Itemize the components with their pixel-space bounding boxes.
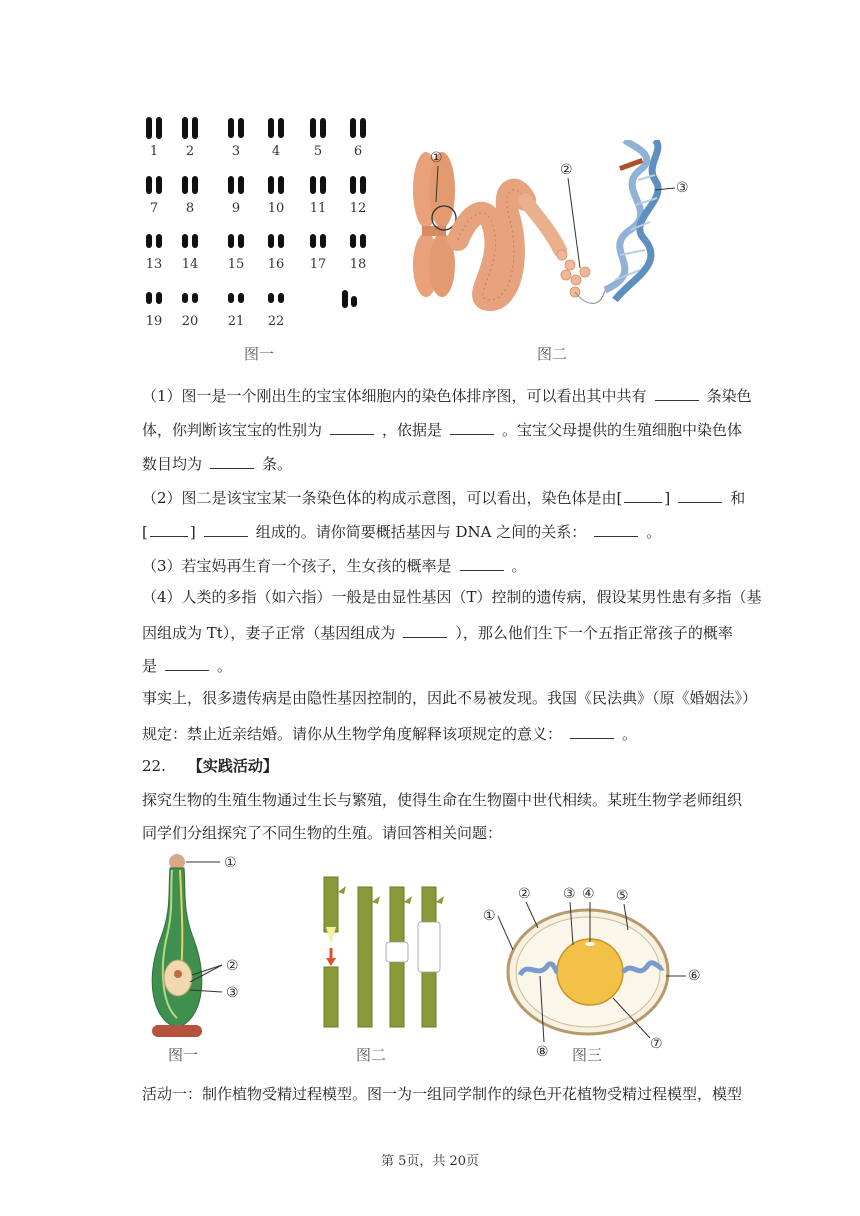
chromosome-pair [268, 176, 284, 194]
chromosome-number: 2 [185, 144, 195, 159]
chromosome-number: 7 [149, 201, 159, 216]
answer-blank[interactable] [204, 520, 248, 537]
egg-label-7: ⑦ [650, 1036, 663, 1052]
chromosome-number: 18 [349, 257, 367, 272]
q22-fig2-caption: 图二 [356, 1046, 387, 1064]
egg-label-3: ③ [563, 886, 576, 902]
chromosome [350, 176, 356, 194]
chromosome [268, 176, 274, 194]
pistil-label-1: ① [224, 855, 237, 871]
chromosome-pair [182, 176, 198, 194]
label-1: ① [430, 150, 443, 166]
answer-blank[interactable] [165, 654, 209, 671]
chromosome [192, 234, 198, 248]
chromosome [228, 118, 234, 138]
chromosome-pair [182, 117, 198, 139]
q21-part1-line1: （1）图一是一个刚出生的宝宝体细胞内的染色体排序图，可以看出其中共有 条染色 [142, 384, 752, 406]
chromosome-number: 5 [313, 144, 323, 159]
chromosome-number: 1 [149, 144, 159, 159]
chromosome [182, 293, 188, 303]
q22-fig1-caption: 图一 [168, 1046, 199, 1064]
chromosome [146, 117, 152, 139]
q21-fact-line2: 规定：禁止近亲结婚。请你从生物学角度解释该项规定的意义： 。 [142, 722, 752, 744]
answer-blank[interactable] [403, 621, 447, 638]
answer-blank[interactable] [150, 520, 188, 537]
answer-blank[interactable] [210, 452, 254, 469]
figure1-caption: 图一 [244, 345, 275, 363]
figure2-caption: 图二 [537, 345, 568, 363]
chromosome [146, 176, 152, 194]
bird-egg-figure [478, 880, 718, 1060]
egg-label-8: ⑧ [536, 1044, 549, 1060]
chromosome [360, 234, 366, 248]
chromosome [278, 234, 284, 248]
chromosome [228, 293, 234, 303]
chromosome-number: 6 [353, 144, 363, 159]
chromosome [228, 176, 234, 194]
answer-blank[interactable] [570, 722, 614, 739]
pistil-label-3: ③ [226, 985, 239, 1001]
q22-activity-line: 活动一：制作植物受精过程模型。图一为一组同学制作的绿色开花植物受精过程模型，模型 [142, 1085, 743, 1103]
chromosome [310, 234, 316, 248]
chromosome [320, 234, 326, 248]
q22-intro-line1: 探究生物的生殖生物通过生长与繁殖，使得生命在生物圈中世代相续。某班生物学老师组织 [142, 791, 743, 809]
chromosome-number: 20 [181, 314, 199, 329]
answer-blank[interactable] [678, 486, 722, 503]
chromosome-number: 14 [181, 257, 199, 272]
chromosome [268, 118, 274, 138]
chromosome-pair [350, 176, 366, 194]
egg-label-6: ⑥ [688, 968, 701, 984]
chromosome [146, 292, 152, 304]
q21-part4-line2: 因组成为 Tt），妻子正常（基因组成为 ），那么他们生下一个五指正常孩子的概率 [142, 621, 752, 643]
q22-heading: 22. 【实践活动】 [142, 757, 278, 775]
chromosome-number: 3 [231, 144, 241, 159]
answer-blank[interactable] [450, 418, 494, 435]
chromosome [182, 117, 188, 139]
chromosome [192, 117, 198, 139]
chromosome-number: 15 [227, 257, 245, 272]
pistil-model-figure [140, 850, 260, 1040]
chromosome-number: 16 [267, 257, 285, 272]
answer-blank[interactable] [594, 520, 638, 537]
chromosome-pair [310, 118, 326, 138]
chromosome-pair [182, 293, 198, 303]
q21-part1-line3: 数目均为 条。 [142, 452, 752, 474]
chromosome [156, 234, 162, 248]
chromosome-number: 22 [267, 314, 285, 329]
chromosome-dna-figure [400, 140, 710, 320]
chromosome-pair [146, 117, 162, 139]
q21-part4-line1: （4）人类的多指（如六指）一般是由显性基因（T）控制的遗传病，假设某男性患有多指（基 [142, 588, 762, 606]
q21-fact-line1: 事实上，很多遗传病是由隐性基因控制的，因此不易被发现。我国《民法典》（原《婚姻法》） [142, 689, 758, 707]
label-3: ③ [676, 180, 689, 196]
chromosome-pair [350, 118, 366, 138]
chromosome [192, 293, 198, 303]
chromosome-pair [228, 118, 244, 138]
karyotype-figure [138, 110, 378, 340]
chromosome [238, 234, 244, 248]
chromosome [146, 234, 152, 248]
chromosome [351, 296, 357, 307]
sex-chromosome-pair [342, 290, 357, 308]
chromosome [278, 176, 284, 194]
chromosome [238, 118, 244, 138]
egg-label-2: ② [518, 886, 531, 902]
q21-part2-line2: [ ] 组成的。请你简要概括基因与 DNA 之间的关系： 。 [142, 520, 752, 542]
chromosome [350, 234, 356, 248]
chromosome [192, 176, 198, 194]
chromosome [320, 176, 326, 194]
chromosome-number: 12 [349, 201, 367, 216]
chromosome [182, 234, 188, 248]
page-footer: 第 5页，共 20页 [380, 1154, 480, 1169]
chromosome-number: 8 [185, 201, 195, 216]
chromosome [182, 176, 188, 194]
pistil-label-2: ② [226, 958, 239, 974]
chromosome [360, 118, 366, 138]
chromosome-number: 21 [227, 314, 245, 329]
chromosome [228, 234, 234, 248]
chromosome-pair [146, 176, 162, 194]
chromosome [360, 176, 366, 194]
answer-blank[interactable] [624, 486, 662, 503]
chromosome-pair [182, 234, 198, 248]
chromosome-pair [310, 176, 326, 194]
chromosome [278, 118, 284, 138]
chromosome-shape [413, 152, 456, 297]
chromosome-number: 19 [145, 314, 163, 329]
answer-blank[interactable] [330, 418, 374, 435]
chromosome-number: 9 [231, 201, 241, 216]
chromosome-number: 10 [267, 201, 285, 216]
q21-part1-line2: 体，你判断该宝宝的性别为 ，依据是 。宝宝父母提供的生殖细胞中染色体 [142, 418, 752, 440]
answer-blank[interactable] [460, 554, 504, 571]
chromosome-pair [228, 176, 244, 194]
grafting-figure [318, 872, 458, 1032]
chromosome-pair [146, 292, 162, 304]
chromosome-pair [228, 293, 244, 303]
chromosome [310, 118, 316, 138]
chromosome [238, 176, 244, 194]
q21-part4-line3: 是 。 [142, 654, 752, 676]
chromosome [268, 234, 274, 248]
chromosome-pair [268, 234, 284, 248]
chromosome-pair [268, 293, 284, 303]
chromosome-pair [228, 234, 244, 248]
chromosome-pair [310, 234, 326, 248]
answer-blank[interactable] [655, 384, 699, 401]
chromosome-pair [350, 234, 366, 248]
chromosome-number: 17 [309, 257, 327, 272]
label-2: ② [560, 162, 573, 178]
egg-label-5: ⑤ [616, 888, 629, 904]
chromosome [350, 118, 356, 138]
chromosome-number: 11 [309, 201, 327, 216]
chromosome-pair [268, 118, 284, 138]
q21-part2-line1: （2）图二是该宝宝某一条染色体的构成示意图，可以看出，染色体是由[ ] 和 [142, 486, 752, 508]
egg-label-1: ① [483, 908, 496, 924]
chromosome [342, 290, 348, 308]
chromosome [268, 293, 274, 303]
chromosome-number: 4 [271, 144, 281, 159]
chromosome [310, 176, 316, 194]
egg-label-4: ④ [582, 886, 595, 902]
chromosome-number: 13 [145, 257, 163, 272]
chromosome [156, 292, 162, 304]
q22-intro-line2: 同学们分组探究了不同生物的生殖。请回答相关问题： [142, 824, 503, 842]
chromosome [238, 293, 244, 303]
chromosome [320, 118, 326, 138]
q21-part3: （3）若宝妈再生育一个孩子，生女孩的概率是 。 [142, 554, 752, 576]
chromosome [156, 176, 162, 194]
dna-helix-shape [605, 140, 658, 300]
q22-fig3-caption: 图三 [572, 1046, 603, 1064]
chromosome [278, 293, 284, 303]
chromosome-pair [146, 234, 162, 248]
chromosome [156, 117, 162, 139]
